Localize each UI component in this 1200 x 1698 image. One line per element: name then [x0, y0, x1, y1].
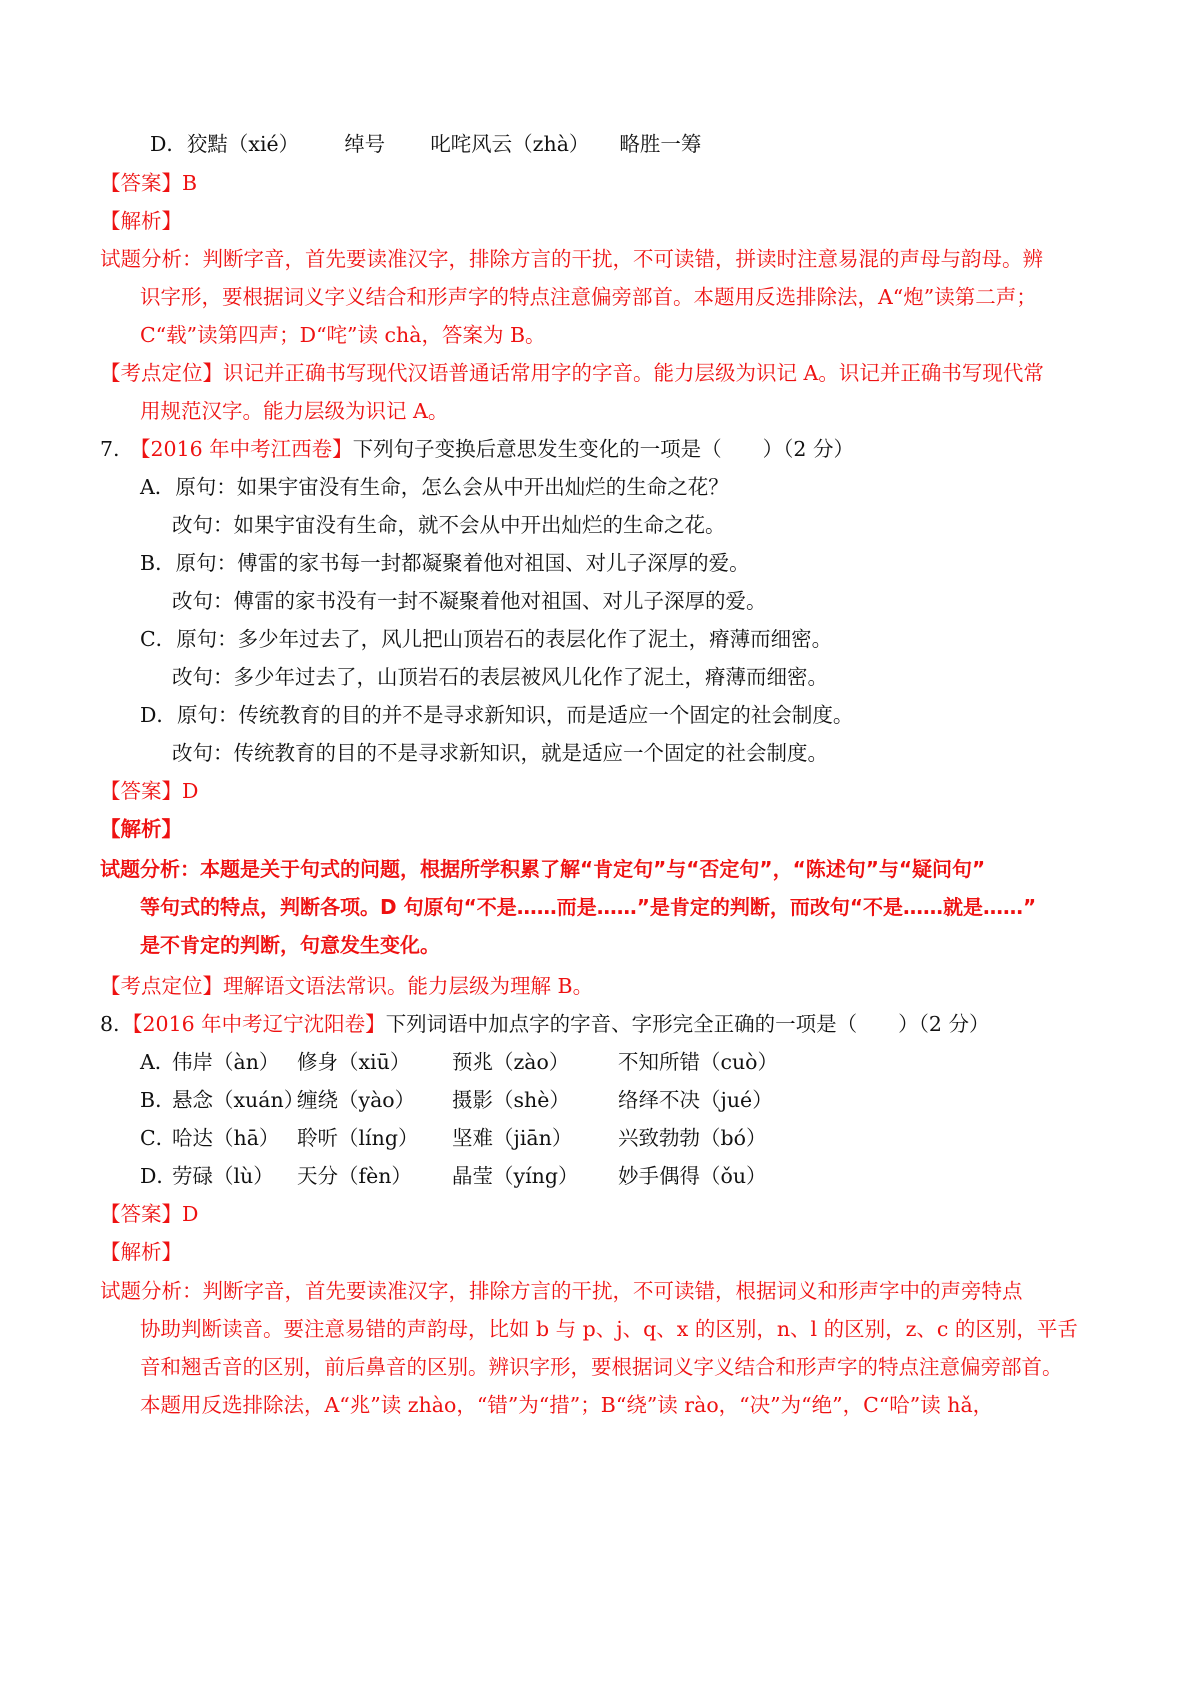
- q6-answer: 【答案】B: [100, 171, 198, 195]
- q7-option-d-orig: [140, 700, 853, 730]
- q6-kaodian-line: 【考点定位】识记并正确书写现代汉语普通话常用字的字音。能力层级为识记 A。识记并正确书写现代常: [100, 361, 1044, 385]
- question-source: 【2016 年中考辽宁沈阳卷】: [122, 1012, 386, 1036]
- q7-option-b-orig: [140, 548, 750, 578]
- word-item: 伟岸（àn）: [172, 1050, 280, 1074]
- question-number: 7.: [100, 437, 120, 461]
- original-sentence: 原句：多少年过去了，风儿把山顶岩石的表层化作了泥土，瘠薄而细密。: [176, 627, 833, 651]
- q7-option-a-orig: [140, 472, 729, 502]
- word-item: 不知所错（cuò）: [618, 1050, 779, 1074]
- word-item: 妙手偶得（ǒu）: [618, 1164, 767, 1188]
- option-label: D．: [140, 1164, 177, 1188]
- question-number: 8.: [100, 1012, 120, 1036]
- question-source: 【2016 年中考江西卷】: [130, 437, 353, 461]
- q6-option-d: [150, 129, 701, 159]
- option-label: D．: [150, 132, 187, 156]
- q7-option-c-mod: 改句：多少年过去了，山顶岩石的表层被风儿化作了泥土，瘠薄而细密。: [172, 665, 828, 689]
- q7-analysis-title: 【解析】: [100, 817, 182, 841]
- word-item: 坚难（jiān）: [452, 1126, 573, 1150]
- q6-kaodian-line: 用规范汉字。能力层级为识记 A。: [140, 399, 449, 423]
- word-item: 晶莹（yíng）: [452, 1164, 579, 1188]
- word-item: 摄影（shè）: [452, 1088, 570, 1112]
- word-item: 叱咤风云（zhà）: [430, 132, 590, 156]
- q7-option-a-mod: 改句：如果宇宙没有生命，就不会从中开出灿烂的生命之花。: [172, 513, 726, 537]
- word-item: 劳碌（lù）: [172, 1164, 274, 1188]
- question-text: 下列句子变换后意思发生变化的一项是（ ）（2 分）: [352, 437, 854, 461]
- option-label: A．: [140, 475, 176, 499]
- word-item: 聆听（líng）: [297, 1126, 419, 1150]
- q7-analysis-line: 等句式的特点，判断各项。D 句原句“不是……而是……”是肯定的判断，而改句“不是……就是……”: [140, 895, 1037, 919]
- original-sentence: 原句：如果宇宙没有生命，怎么会从中开出灿烂的生命之花？: [175, 475, 729, 499]
- q6-analysis-line: 试题分析：判断字音，首先要读准汉字，排除方言的干扰，不可读错，拼读时注意易混的声母与韵母。辨: [100, 247, 1043, 271]
- q6-analysis-line: 识字形，要根据词义字义结合和形声字的特点注意偏旁部首。本题用反选排除法，A“炮”读第二声；: [140, 285, 1037, 309]
- option-label: C．: [140, 627, 177, 651]
- word-item: 缠绕（yào）: [297, 1088, 416, 1112]
- question-text: 下列词语中加点字的字音、字形完全正确的一项是（ ）（2 分）: [385, 1012, 990, 1036]
- option-label: C．: [140, 1126, 177, 1150]
- word-item: 修身（xiū）: [297, 1050, 411, 1074]
- word-item: 哈达（hā）: [172, 1126, 280, 1150]
- original-sentence: 原句：传统教育的目的并不是寻求新知识，而是适应一个固定的社会制度。: [176, 703, 854, 727]
- word-item: 络绎不决（jué）: [618, 1088, 773, 1112]
- original-sentence: 原句：傅雷的家书每一封都凝聚着他对祖国、对儿子深厚的爱。: [175, 551, 750, 575]
- word-item: 狡黠（xié）: [186, 132, 300, 156]
- option-label: A．: [140, 1050, 176, 1074]
- q6-analysis-line: C“载”读第四声；D“咤”读 chà，答案为 B。: [140, 323, 546, 347]
- q7-stem: [100, 434, 854, 464]
- word-item: 天分（fèn）: [297, 1164, 412, 1188]
- q8-analysis-title: 【解析】: [100, 1240, 182, 1264]
- q8-analysis-line: 音和翘舌音的区别，前后鼻音的区别。辨识字形，要根据词义字义结合和形声字的特点注意偏旁部首。: [140, 1355, 1063, 1379]
- q8-analysis-line: 本题用反选排除法，A“兆”读 zhào，“错”为“措”；B“绕”读 rào，“决”为“绝”，C“哈”读 hǎ，: [140, 1393, 994, 1417]
- option-label: B．: [140, 551, 176, 575]
- q6-analysis-title: 【解析】: [100, 209, 182, 233]
- option-label: B．: [140, 1088, 176, 1112]
- q7-option-c-orig: [140, 624, 832, 654]
- q7-analysis-line: 是不肯定的判断，句意发生变化。: [140, 933, 440, 957]
- word-item: 悬念（xuán）: [172, 1088, 305, 1112]
- q7-option-b-mod: 改句：傅雷的家书没有一封不凝聚着他对祖国、对儿子深厚的爱。: [172, 589, 767, 613]
- q8-stem: [100, 1009, 990, 1039]
- word-item: 兴致勃勃（bó）: [618, 1126, 767, 1150]
- word-item: 绰号: [344, 132, 386, 156]
- word-item: 预兆（zào）: [452, 1050, 570, 1074]
- word-item: 略胜一筹: [619, 132, 702, 156]
- q7-kaodian: 【考点定位】理解语文语法常识。能力层级为理解 B。: [100, 974, 594, 998]
- option-label: D．: [140, 703, 177, 727]
- q7-answer: 【答案】D: [100, 779, 199, 803]
- q7-analysis-line: 试题分析：本题是关于句式的问题，根据所学积累了解“肯定句”与“否定句”，“陈述句”与“疑问句”: [100, 857, 986, 881]
- q8-analysis-line: 试题分析：判断字音，首先要读准汉字，排除方言的干扰，不可读错，根据词义和形声字中的声旁特点: [100, 1279, 1023, 1303]
- q8-analysis-line: 协助判断读音。要注意易错的声韵母，比如 b 与 p、j、q、x 的区别，n、l 的区别，z、c 的区别，平舌: [140, 1317, 1078, 1341]
- q7-option-d-mod: 改句：传统教育的目的不是寻求新知识，就是适应一个固定的社会制度。: [172, 741, 828, 765]
- q8-answer: 【答案】D: [100, 1202, 199, 1226]
